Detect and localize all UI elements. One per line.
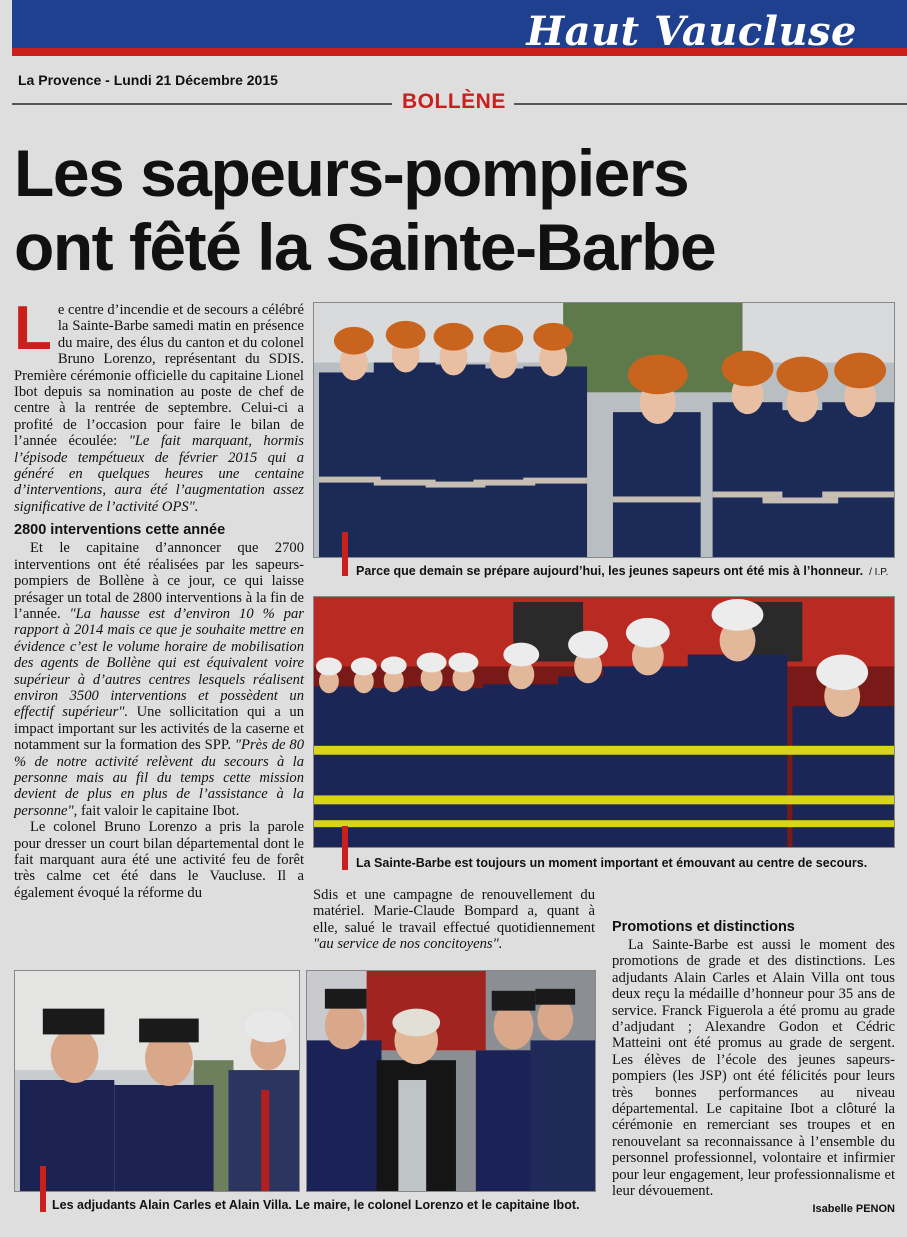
paragraph-3-continued-text: Sdis et une campagne de renouvellement du matériel. Marie-Claude Bompard a, quant à elle, salué le travail effectué quotidiennement (313, 887, 595, 936)
photo-adjudants-image (15, 971, 299, 1191)
subhead-interventions: 2800 interventions cette année (14, 522, 226, 539)
caption-1-text: Parce que demain se prépare aujourd’hui, les jeunes sapeurs ont été mis à l’honneur. (356, 564, 864, 578)
divider-left (12, 103, 392, 105)
photo-firefighters-line-image (314, 597, 894, 847)
article-paragraph-3: Le colonel Bruno Lorenzo a pris la parole pour dresser un court bilan départemental dont le fait marquant aura été une activité feu de forêt très calme cet été dans le Vaucluse. Il a également évoqué la réforme du (14, 819, 304, 901)
photo-credit: / I.P. (869, 567, 889, 578)
headline-line-2: ont fêté la Sainte-Barbe (14, 210, 716, 284)
section-title: Haut Vaucluse (526, 8, 857, 55)
divider-right (514, 103, 907, 105)
photo-young-firefighters-image (314, 303, 894, 557)
paragraph-2-quote-2: "Près de 80 % de notre activité relèvent du secours à la personne mais au fil du temps cette mission devient de plus en plus de l’assistance à la personne" (14, 737, 304, 819)
caption-photo-2: La Sainte-Barbe est toujours un moment important et émouvant au centre de secours. (356, 856, 868, 870)
paragraph-3-quote: "au service de nos concitoyens". (313, 936, 503, 953)
paragraph-2-quote-1: "La hausse est d’environ 10 % par rapport à 2014 mais ce que je souhaite mettre en évidence c’est le volume horaire de mobilisation des agents de Bollène qui est équivalent voire supérieur à d’autres centres lesquels réalisent environ 3500 interventions et possèdent un effectif supérieur". (14, 605, 304, 721)
dropcap: L (14, 294, 52, 363)
article-column-right (612, 916, 895, 1216)
photo-adjudants (14, 970, 300, 1192)
paragraph-1-text: e centre d’incendie et de secours a célébré la Sainte-Barbe samedi matin en présence du maire, des élus du canton et du colonel Bruno Lorenzo, représentant du SDIS. Première cérémonie officielle du capitaine Lionel Ibot depuis sa nomination au poste de chef de centre à la rentrée de septembre. Celui-ci a profité de l’occasion pour faire le bilan de l’année écoulée: (14, 302, 304, 450)
caption-photo-3: Les adjudants Alain Carles et Alain Villa. Le maire, le colonel Lorenzo et le capitaine Ibot. (52, 1198, 580, 1212)
town-label: BOLLÈNE (402, 90, 506, 113)
article-column-middle (313, 887, 595, 959)
article-paragraph-2 (14, 540, 304, 819)
paragraph-1-quote: "Le fait marquant, hormis l’épisode tempétueux de février 2015 qui a généré en quelques heures une centaine d’interventions, aura été l’augmentation assez significative de l’activité OPS". (14, 433, 304, 515)
headline-line-1: Les sapeurs-pompiers (14, 136, 689, 210)
paragraph-2-text-c: , fait valoir le capitaine Ibot. (73, 802, 240, 819)
article-column-left (14, 294, 304, 968)
byline: Isabelle PENON (812, 1202, 895, 1215)
photo-officials-image (307, 971, 595, 1191)
subhead-promotions: Promotions et distinctions (612, 919, 795, 935)
photo-officials (306, 970, 596, 1192)
caption-photo-1 (356, 564, 896, 580)
article-paragraph-4: La Sainte-Barbe est aussi le moment des promotions de grade et des distinctions. Les adjudants Alain Carles et Alain Villa ont tous deux reçu la médaille d’honneur pour 35 ans de service. Franck Figuerola a été promu au grade d’adjudant ; Alexandre Godon et Cédric Matteini ont été promus au grade de sergent. Les élèves de l’école des jeunes sapeurs-pompiers (les JSP) ont été félicités pour leurs très bonnes performances au niveau départemental. Le capitaine Ibot a clôturé la cérémonie en remerciant ses troupes et en renouvelant sa reconnaissance à l’ensemble du personnel professionnel, volontaire et infirmier pour leur engagement, leur professionnalisme et leur dévouement. (612, 937, 895, 1200)
article-paragraph-1 (14, 294, 304, 515)
paragraph-2-text-b: Une sollicitation qui a un impact important sur les activités de la caserne et notamment sur la formation des SPP. (14, 704, 304, 754)
paragraph-2-text-a: Et le capitaine d’annoncer que 2700 interventions ont été réalisées par les sapeurs-pompiers de Bollène à ce jour, ce qui laisse présager un total de 2800 interventions à la fin de l’année. (14, 540, 304, 622)
photo-young-firefighters (313, 302, 895, 558)
dateline: La Provence - Lundi 21 Décembre 2015 (18, 72, 278, 88)
article-paragraph-3-continued (313, 887, 595, 953)
photo-firefighters-line (313, 596, 895, 848)
caption-marker-3 (40, 1166, 46, 1212)
caption-marker-1 (342, 532, 348, 576)
headline (14, 136, 894, 284)
caption-marker-2 (342, 826, 348, 870)
